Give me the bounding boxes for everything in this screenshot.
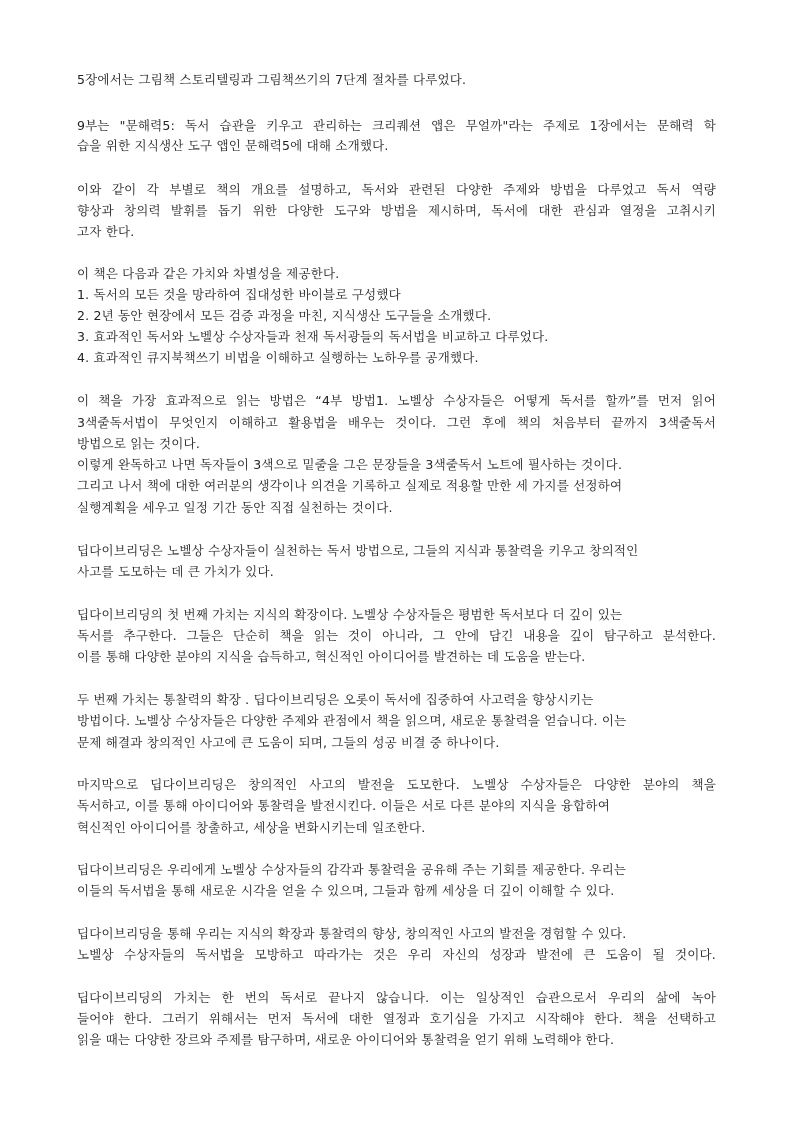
text-line: 3색줄독서법이 무엇인지 이해하고 활용법을 배우는 것이다. 그런 후에 책의 처음부터 끝까지 3색줄독서	[77, 415, 716, 430]
text-line: 사고를 도모하는 데 큰 가치가 있다.	[77, 564, 274, 579]
text-line: 이 책은 다음과 같은 가치와 차별성을 제공한다.	[77, 266, 340, 281]
text-line: 이를 통해 다양한 분야의 지식을 습득하고, 혁신적인 아이디어를 발견하는 데 도움을 받는다.	[77, 649, 586, 664]
text-line: 독서를 추구한다. 그들은 단순히 책을 읽는 것이 아니라, 그 안에 담긴 내용을 깊이 탐구하고 분석한다.	[77, 628, 716, 643]
text-line: 들어야 한다. 그러기 위해서는 먼저 독서에 대한 열정과 호기심을 가지고 시작해야 한다. 책을 선택하고	[77, 1011, 716, 1026]
text-line: 이들의 독서법을 통해 새로운 시각을 얻을 수 있으며, 그들과 함께 세상을 더 깊이 이해할 수 있다.	[77, 883, 615, 898]
text-line: 고자 한다.	[77, 224, 135, 239]
text-line: 실행계획을 세우고 일정 기간 동안 직접 실천하는 것이다.	[77, 500, 393, 515]
list-item: 2. 2년 동안 현장에서 모든 검증 과정을 마친, 지식생산 도구들을 소개했다.	[77, 308, 492, 323]
list-item: 4. 효과적인 큐지북책쓰기 비법을 이해하고 실행하는 노하우를 공개했다.	[77, 350, 479, 365]
text-line: 이렇게 완독하고 나면 독자들이 3색으로 밑줄을 그은 문장들을 3색줄독서 노트에 필사하는 것이다.	[77, 457, 623, 472]
text-line: 두 번째 가치는 통찰력의 확장 . 딥다이브리딩은 오롯이 독서에 집중하여 사고력을 향상시키는	[77, 692, 594, 707]
text-line: 9부는 "문해력5: 독서 습관을 키우고 관리하는 크리퀘션 앱은 무얼까"라는 주제로 1장에서는 문해력 학	[77, 118, 716, 133]
text-line: 독서하고, 이를 통해 아이디어와 통찰력을 발전시킨다. 이들은 서로 다른 분야의 지식을 융합하여	[77, 798, 610, 813]
text-line: 문제 해결과 창의적인 사고에 큰 도움이 되며, 그들의 성공 비결 중 하나이다.	[77, 735, 500, 750]
text-line: 이와 같이 각 부별로 책의 개요를 설명하고, 독서와 관련된 다양한 주제와 방법을 다루었고 독서 역량	[77, 182, 716, 197]
text-line: 방법이다. 노벨상 수상자들은 다양한 주제와 관점에서 책을 읽으며, 새로운 통찰력을 얻습니다. 이는	[77, 713, 627, 728]
text-line: 향상과 창의력 발휘를 돕기 위한 다양한 도구와 방법을 제시하며, 독서에 대한 관심과 열정을 고취시키	[77, 203, 716, 218]
list-item: 3. 효과적인 독서와 노벨상 수상자들과 천재 독서광들의 독서법을 비교하고 다루었다.	[77, 329, 549, 344]
text-line: 읽을 때는 다양한 장르와 주제를 탐구하며, 새로운 아이디어와 통찰력을 얻기 위해 노력해야 한다.	[77, 1032, 615, 1047]
text-line: 방법으로 읽는 것이다.	[77, 436, 200, 451]
list-item: 1. 독서의 모든 것을 망라하여 집대성한 바이블로 구성했다	[77, 287, 401, 302]
text-line: 노벨상 수상자들의 독서법을 모방하고 따라가는 것은 우리 자신의 성장과 발전에 큰 도움이 될 것이다.	[77, 947, 716, 962]
text-line: 마지막으로 딥다이브리딩은 창의적인 사고의 발전을 도모한다. 노벨상 수상자들은 다양한 분야의 책을	[77, 777, 716, 792]
text-line: 딥다이브리딩을 통해 우리는 지식의 확장과 통찰력의 향상, 창의적인 사고의 발전을 경험할 수 있다.	[77, 926, 627, 941]
text-line: 그리고 나서 책에 대한 여러분의 생각이나 의견을 기록하고 실제로 적용할 만한 세 가지를 선정하여	[77, 478, 623, 493]
text-line: 이 책을 가장 효과적으로 읽는 방법은 “4부 방법1. 노벨상 수상자들은 어떻게 독서를 할까”를 먼저 읽어	[77, 393, 716, 408]
text-line: 습을 위한 지식생산 도구 앱인 문해력5에 대해 소개했다.	[77, 138, 389, 153]
text-line: 5장에서는 그림책 스토리텔링과 그림책쓰기의 7단계 절차를 다루었다.	[77, 72, 467, 87]
text-line: 딥다이브리딩의 가치는 한 번의 독서로 끝나지 않습니다. 이는 일상적인 습관으로서 우리의 삶에 녹아	[77, 990, 716, 1005]
text-line: 혁신적인 아이디어를 창출하고, 세상을 변화시키는데 일조한다.	[77, 820, 426, 835]
text-line: 딥다이브리딩의 첫 번째 가치는 지식의 확장이다. 노벨상 수상자들은 평범한 독서보다 더 깊이 있는	[77, 607, 623, 622]
text-line: 딥다이브리딩은 우리에게 노벨상 수상자들의 감각과 통찰력을 공유해 주는 기회를 제공한다. 우리는	[77, 862, 627, 877]
text-line: 딥다이브리딩은 노벨상 수상자들이 실천하는 독서 방법으로, 그들의 지식과 통찰력을 키우고 창의적인	[77, 543, 639, 558]
